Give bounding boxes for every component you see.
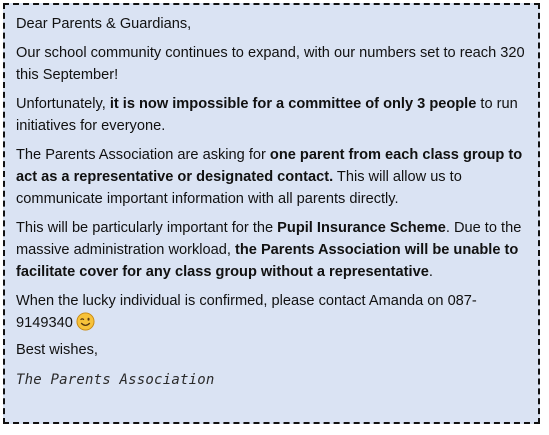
paragraph-insurance-start: This will be particularly important for the <box>16 220 278 236</box>
paragraph-committee <box>16 93 526 137</box>
paragraph-insurance-mid: . Due to the massive administration workload, <box>16 220 522 258</box>
paragraph-representative-request <box>16 144 526 210</box>
contact-text: When the lucky individual is confirmed, please contact Amanda on 087-9149340 <box>16 293 477 331</box>
paragraph-request-emphasis: one parent from each class group to act as a representative or designated contact. <box>16 147 523 185</box>
pupil-insurance-scheme-label: Pupil Insurance Scheme <box>277 220 446 236</box>
paragraph-committee-start: Unfortunately, <box>16 96 110 112</box>
paragraph-insurance-emphasis: the Parents Association will be unable to facilitate cover for any class group without a representative <box>16 242 519 280</box>
notice-box <box>3 3 540 424</box>
winking-face-icon <box>76 312 95 331</box>
paragraph-request-start: The Parents Association are asking for <box>16 147 270 163</box>
paragraph-request-end: This will allow us to communicate important information with all parents directly. <box>16 169 462 207</box>
paragraph-contact <box>16 290 526 334</box>
paragraph-committee-emphasis: it is now impossible for a committee of only 3 people <box>109 96 477 112</box>
paragraph-committee-end: to run initiatives for everyone. <box>16 96 518 134</box>
closing: Best wishes, <box>16 342 98 358</box>
greeting: Dear Parents & Guardians, <box>16 16 192 32</box>
paragraph-enrolment: Our school community continues to expand, with our numbers set to reach 320 this September! <box>16 45 525 83</box>
signature: The Parents Association <box>16 372 215 388</box>
paragraph-insurance-end: . <box>428 264 433 280</box>
paragraph-insurance <box>16 217 526 283</box>
